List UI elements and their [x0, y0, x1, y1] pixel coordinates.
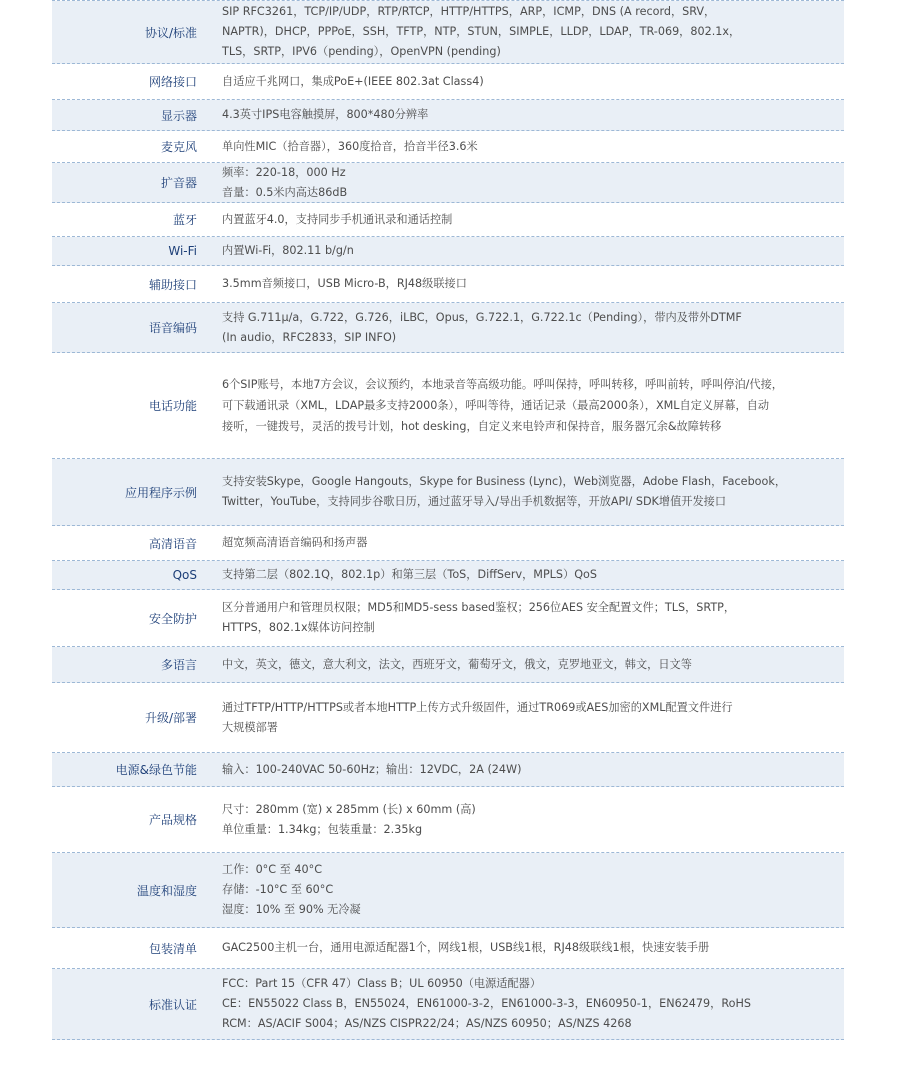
spec-value-line: GAC2500主机一台，通用电源适配器1个，网线1根，USB线1根，RJ48级联线1根，快速安装手册	[222, 941, 710, 954]
spec-row	[52, 647, 844, 683]
spec-value-line: 单向性MIC（拾音器），360度拾音，拾音半径3.6米	[222, 139, 478, 153]
spec-value-line: 输入：100-240VAC 50-60Hz；输出：12VDC，2A (24W)	[222, 762, 522, 776]
spec-value	[199, 2, 844, 62]
spec-row	[52, 753, 844, 787]
spec-row	[52, 459, 844, 526]
spec-label: 安全防护	[148, 611, 197, 626]
spec-value	[199, 105, 844, 125]
spec-value	[199, 698, 844, 738]
spec-row	[52, 853, 844, 928]
spec-value-line: 4.3英寸IPS电容触摸屏，800*480分辨率	[222, 108, 429, 121]
spec-value-line: 中文，英文，德文，意大利文，法文，西班牙文，葡萄牙文，俄文，克罗地亚文，韩文，日文等	[222, 657, 692, 671]
spec-label: 温度和湿度	[136, 883, 197, 898]
spec-label: 包装清单	[148, 941, 197, 956]
spec-value-line: 频率：220-18，000 Hz	[222, 165, 346, 179]
spec-value-line: 支持 G.711μ/a，G.722，G.726，iLBC，Opus，G.722.1，G.722.1c（Pending），带内及带外DTMF	[222, 310, 742, 324]
spec-value-line: 区分普通用户和管理员权限；MD5和MD5-sess based鉴权；256位AES 安全配置文件；TLS，SRTP，	[222, 601, 736, 614]
spec-row	[52, 683, 844, 753]
spec-value-line: (In audio，RFC2833，SIP INFO)	[222, 330, 397, 344]
spec-row	[52, 131, 844, 163]
spec-value-line: 单位重量：1.34kg；包装重量：2.35kg	[222, 822, 423, 836]
spec-label: 麦克风	[160, 140, 197, 154]
spec-label: 电源&绿色节能	[115, 763, 197, 777]
spec-row	[52, 928, 844, 969]
spec-label: 协议/标准	[144, 25, 197, 40]
spec-row	[52, 203, 844, 237]
spec-value-line: SIP RFC3261，TCP/IP/UDP，RTP/RTCP，HTTP/HTTPS，ARP，ICMP，DNS (A record，SRV，	[222, 5, 716, 18]
spec-value	[199, 210, 844, 230]
spec-value-line: 内置Wi-Fi，802.11 b/g/n	[222, 244, 354, 257]
spec-value	[199, 308, 844, 348]
spec-label: 语音编码	[148, 321, 197, 335]
spec-row	[52, 1, 844, 64]
spec-value-line: 接听，一键拨号，灵活的拨号计划，hot desking，自定义来电铃声和保持音，服务器冗余&故障转移	[222, 420, 722, 433]
spec-label: 蓝牙	[172, 213, 197, 227]
spec-label: 升级/部署	[144, 711, 197, 725]
spec-value	[199, 800, 844, 840]
spec-row	[52, 237, 844, 266]
spec-value	[199, 533, 844, 553]
spec-value	[199, 374, 844, 437]
spec-value	[199, 860, 844, 920]
spec-value-line: 音量：0.5米内高达86dB	[222, 185, 348, 199]
spec-label: 高清语音	[148, 536, 197, 551]
spec-value-line: 工作：0°C 至 40°C	[222, 863, 323, 876]
spec-value-line: 存储：-10°C 至 60°C	[222, 883, 334, 896]
spec-value	[199, 241, 844, 261]
spec-label: 标准认证	[148, 997, 197, 1012]
spec-row	[52, 969, 844, 1040]
spec-value-line: NAPTR)，DHCP，PPPoE，SSH，TFTP，NTP，STUN，SIMPLE，LLDP，LDAP，TR-069，802.1x，	[222, 25, 741, 38]
spec-value	[199, 163, 844, 203]
spec-row	[52, 303, 844, 353]
spec-label: 辅助接口	[148, 277, 197, 292]
spec-row	[52, 590, 844, 647]
spec-row	[52, 526, 844, 561]
spec-value	[199, 760, 844, 780]
spec-label: 电话功能	[148, 399, 197, 413]
spec-row	[52, 266, 844, 303]
spec-value-line: 支持安装Skype，Google Hangouts，Skype for Business (Lync)，Web浏览器，Adobe Flash，Facebook，	[222, 475, 787, 488]
spec-row	[52, 100, 844, 131]
spec-label: 产品规格	[148, 813, 197, 827]
spec-row	[52, 64, 844, 100]
spec-value-line: 6个SIP账号，本地7方会议，会议预约，本地录音等高级功能。呼叫保持，呼叫转移，呼叫前转，呼叫停泊/代接，	[222, 378, 783, 391]
spec-table	[52, 0, 844, 1040]
spec-value	[199, 655, 844, 675]
spec-label: 网络接口	[148, 75, 197, 89]
spec-label: 应用程序示例	[124, 485, 197, 500]
spec-value-line: 可下载通讯录（XML，LDAP最多支持2000条），呼叫等待，通话记录（最高2000条），XML自定义屏幕，自动	[222, 399, 770, 412]
spec-value	[199, 938, 844, 958]
spec-label: 多语言	[160, 658, 197, 672]
spec-row	[52, 163, 844, 203]
spec-value-line: 尺寸：280mm (宽) x 285mm (长) x 60mm (高)	[222, 802, 476, 816]
spec-row	[52, 787, 844, 853]
spec-value-line: CE：EN55022 Class B，EN55024，EN61000-3-2，EN61000-3-3，EN60950-1，EN62479，RoHS	[222, 997, 751, 1010]
spec-value-line: Twitter，YouTube，支持同步谷歌日历，通过蓝牙导入/导出手机数据等，开放API/ SDK增值开发接口	[222, 495, 727, 508]
spec-value	[199, 565, 844, 585]
spec-value-line: 超宽频高清语音编码和扬声器	[222, 536, 368, 549]
spec-value-line: 支持第二层（802.1Q，802.1p）和第三层（ToS，DiffServ，MPLS）QoS	[222, 568, 597, 581]
spec-value-line: 内置蓝牙4.0，支持同步手机通讯录和通话控制	[222, 212, 453, 226]
spec-value-line: 通过TFTP/HTTP/HTTPS或者本地HTTP上传方式升级固件，通过TR069或AES加密的XML配置文件进行	[222, 700, 733, 714]
spec-value-line: 大规模部署	[222, 720, 278, 734]
spec-label: 显示器	[160, 108, 197, 123]
spec-value-line: HTTPS，802.1x媒体访问控制	[222, 621, 375, 634]
spec-value-line: FCC：Part 15（CFR 47）Class B；UL 60950（电源适配器）	[222, 977, 542, 990]
spec-value	[199, 274, 844, 294]
spec-label: 扩音器	[160, 176, 197, 190]
spec-value	[199, 472, 844, 512]
spec-value-line: 3.5mm音频接口，USB Micro-B，RJ48级联接口	[222, 277, 467, 290]
spec-value	[199, 598, 844, 638]
spec-label: QoS	[172, 568, 197, 582]
spec-value-line: TLS，SRTP，IPV6（pending），OpenVPN (pending)	[222, 45, 501, 58]
spec-value-line: RCM：AS/ACIF S004；AS/NZS CISPR22/24；AS/NZS 60950；AS/NZS 4268	[222, 1017, 632, 1030]
spec-value-line: 自适应千兆网口，集成PoE+(IEEE 802.3at Class4)	[222, 74, 484, 88]
spec-value	[199, 974, 844, 1034]
spec-row	[52, 353, 844, 459]
spec-row	[52, 561, 844, 590]
spec-label: Wi-Fi	[168, 244, 197, 258]
spec-value	[199, 137, 844, 157]
spec-value-line: 湿度：10% 至 90% 无冷凝	[222, 903, 361, 916]
spec-value	[199, 72, 844, 92]
